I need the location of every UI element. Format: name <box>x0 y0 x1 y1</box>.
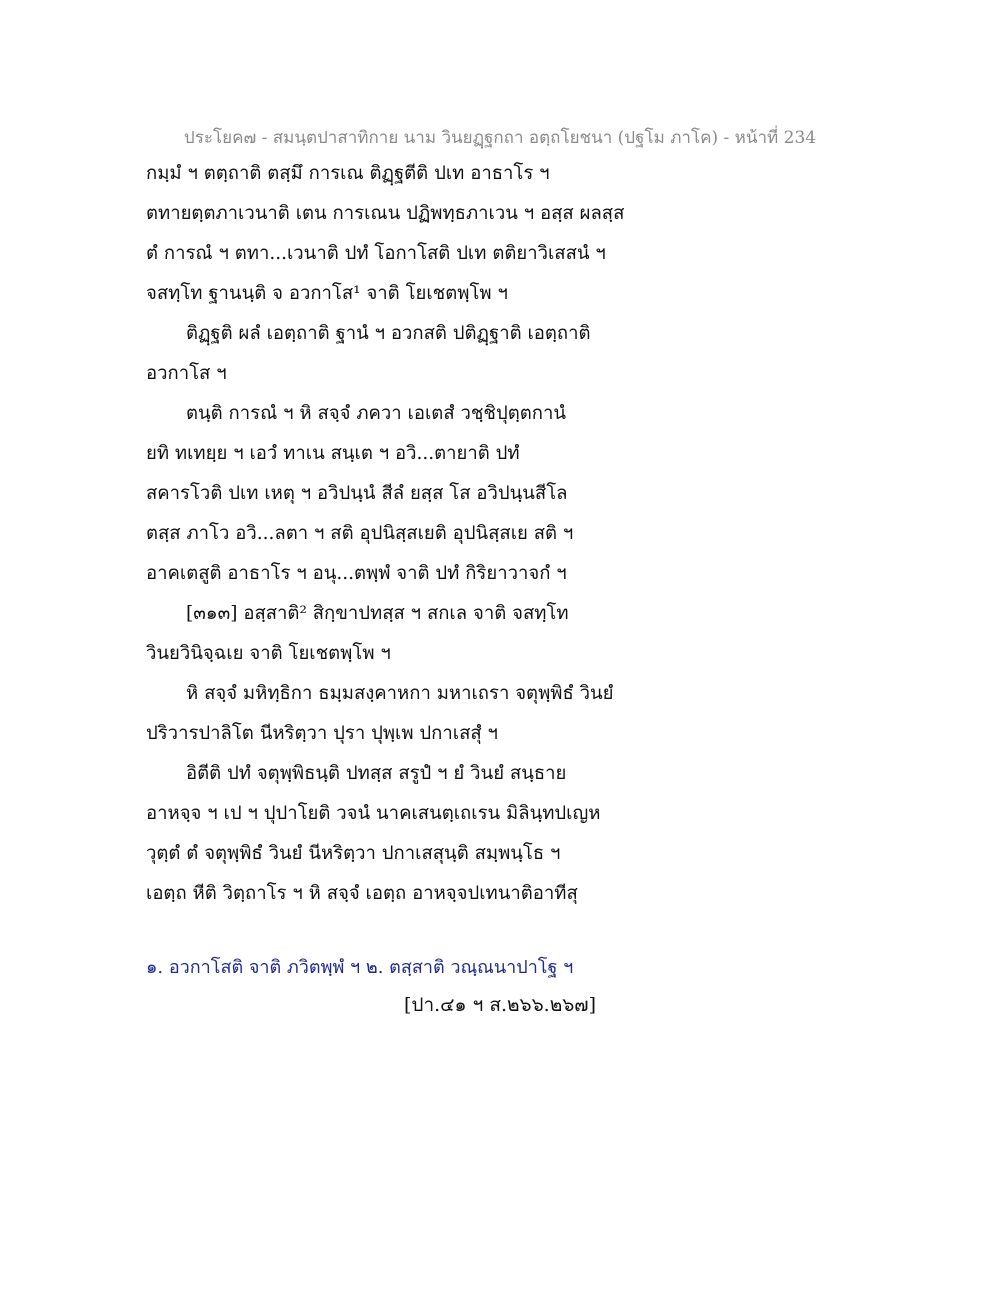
text-line: ตํ การณํ ฯ ตทา...เวนาติ ปทํ โอกาโสติ ปเท ตติยาวิเสสนํ ฯ <box>146 243 606 264</box>
text-line: อิตีติ ปทํ จตุพฺพิธนฺติ ปทสฺส สรูปํ ฯ ยํ วินยํ สนฺธาย <box>186 763 567 784</box>
text-line: ตทายตฺตภาเวนาติ เตน การเณน ปฏิพทฺธภาเวน ฯ อสฺส ผลสฺส <box>146 203 625 224</box>
text-line: ติฏฺฐติ ผลํ เอตฺถาติ ฐานํ ฯ อวกสติ ปติฏฺฐาติ เอตฺถาติ <box>186 323 591 344</box>
running-header: ประโยค๗ - สมนฺตปาสาทิกาย นาม วินยฏฺฐกถา อตฺถโยชนา (ปฐโม ภาโค) - หน้าที่ 234 <box>183 128 817 148</box>
source-reference: [ปา.๔๑ ฯ ส.๒๖๖.๒๖๗] <box>404 994 596 1016</box>
text-line: เอตฺถ หีติ วิตฺถาโร ฯ หิ สจฺจํ เอตฺถ อาหจฺจปเทนาติอาทีสุ <box>146 883 578 904</box>
text-line: จสทฺโท ฐานนฺติ จ อวกาโส¹ จาติ โยเชตพฺโพ ฯ <box>146 283 508 304</box>
text-line: ปริวารปาลิโต นีหริตฺวา ปุรา ปุพฺเพ ปกาเสสุํ ฯ <box>146 723 498 744</box>
text-line: ตนฺติ การณํ ฯ หิ สจฺจํ ภควา เอเตสํ วชฺชิปุตฺตกานํ <box>186 403 566 424</box>
footnotes: ๑. อวกาโสติ จาติ ภวิตพฺพํ ฯ ๒. ตสฺสาติ วณฺณนาปาโฐ ฯ <box>146 957 574 978</box>
text-line: ยทิ ทเทยฺย ฯ เอวํ ทาเน สนฺเต ฯ อวิ...ตายาติ ปทํ <box>146 443 520 464</box>
text-line: กมฺมํ ฯ ตตฺถาติ ตสฺมึ การเณ ติฏฺฐตีติ ปเท อาธาโร ฯ <box>146 163 550 184</box>
text-line: สคารโวติ ปเท เหตุ ฯ อวิปนฺนํ สีลํ ยสฺส โส อวิปนฺนสีโล <box>146 483 568 504</box>
text-line: [๓๑๓] อสฺสาติ² สิกฺขาปทสฺส ฯ สกเล จาติ จสทฺโท <box>186 603 569 624</box>
text-line: อวกาโส ฯ <box>146 363 227 384</box>
main-text <box>146 158 866 918</box>
text-line: ตสฺส ภาโว อวิ...ลตา ฯ สติ อุปนิสฺสเยติ อุปนิสฺสเย สติ ฯ <box>146 523 574 544</box>
text-line: วุตฺตํ ตํ จตุพฺพิธํ วินยํ นีหริตฺวา ปกาเสสุนฺติ สมฺพนฺโธ ฯ <box>146 843 561 864</box>
text-line: หิ สจฺจํ มหิทฺธิกา ธมฺมสงฺคาหกา มหาเถรา จตุพฺพิธํ วินยํ <box>186 683 614 704</box>
text-line: อาคเตสูติ อาธาโร ฯ อนุ...ตพฺพํ จาติ ปทํ กิริยาวาจกํ ฯ <box>146 563 567 584</box>
text-line: อาหจฺจ ฯ เป ฯ ปุปาโยติ วจนํ นาคเสนตฺเถเรน มิลินฺทปเญห <box>146 803 601 824</box>
text-line: วินยวินิจฺฉเย จาติ โยเชตพฺโพ ฯ <box>146 643 391 664</box>
